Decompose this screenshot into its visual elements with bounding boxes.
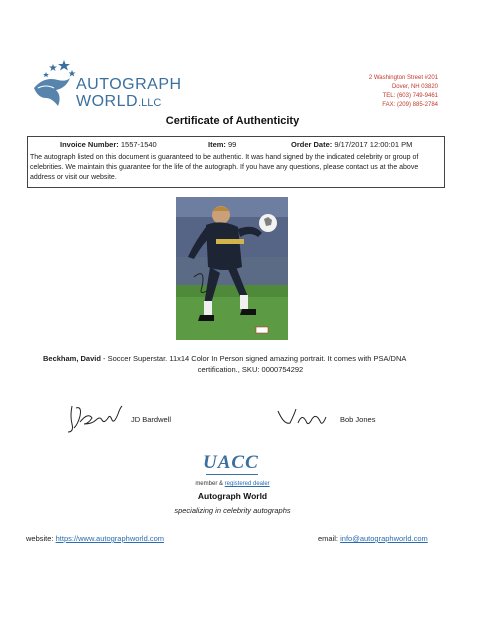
star-bird-logo-icon — [26, 58, 76, 114]
item-label: Item: — [208, 140, 226, 149]
logo-line-autograph: AUTOGRAPH — [76, 76, 182, 93]
item-value: 99 — [228, 140, 237, 149]
logo-llc-text: .LLC — [138, 97, 162, 109]
company-address — [369, 74, 438, 110]
company-tagline: specializing in celebrity autographs — [174, 506, 291, 515]
item-description — [43, 353, 438, 375]
email-label: email: — [318, 534, 339, 543]
company-name: Autograph World — [197, 491, 268, 501]
bob-jones-signature-icon — [276, 405, 328, 433]
company-logo — [26, 58, 196, 114]
address-fax: FAX: (209) 885-2784 — [382, 102, 438, 108]
website-label: website: — [26, 534, 54, 543]
celebrity-name: Beckham, David — [43, 354, 101, 363]
address-city: Dover, NH 03820 — [391, 84, 438, 90]
footer-email — [318, 534, 428, 543]
order-date — [291, 140, 412, 149]
address-tel: TEL: (603) 749-9461 — [382, 93, 438, 99]
email-link[interactable]: info@autographworld.com — [340, 534, 428, 543]
uacc-underline — [206, 474, 258, 475]
invoice-number — [60, 140, 157, 149]
logo-world-text: WORLD — [76, 93, 139, 110]
order-date-label: Order Date: — [291, 140, 333, 149]
registered-dealer-link[interactable]: registered dealer — [224, 481, 270, 487]
address-street: 2 Washington Street #201 — [368, 75, 438, 81]
signature-name-jd-bardwell: JD Bardwell — [131, 415, 172, 424]
invoice-box — [27, 136, 445, 188]
certificate-title: Certificate of Authenticity — [165, 115, 300, 127]
invoice-number-value: 1557-1540 — [120, 140, 157, 149]
website-link[interactable]: https://www.autographworld.com — [55, 534, 164, 543]
description-text-2: certification., SKU: 0000754292 — [197, 365, 304, 374]
order-date-value: 9/17/2017 12:00:01 PM — [334, 140, 413, 149]
logo-line-world — [76, 93, 161, 111]
invoice-number-label: Invoice Number: — [60, 140, 119, 149]
member-line — [0, 481, 465, 487]
item-number — [208, 140, 236, 149]
guarantee-text: The autograph listed on this document is guaranteed to be authentic. It was hand signed by the indicated celebrity or group of celebrities. We maintain this guarantee for the life of the autograph. If you have any questions, please contact us at the above address or visit our website. — [30, 154, 419, 181]
jd-bardwell-signature-icon — [66, 402, 126, 436]
uacc-logo: UACC — [203, 452, 259, 473]
description-text: - Soccer Superstar. 11x14 Color In Person signed amazing portrait. It comes with PSA/DNA — [103, 354, 407, 363]
autographed-photo — [176, 197, 288, 340]
soccer-player-photo-image — [176, 197, 288, 340]
signature-name-bob-jones: Bob Jones — [340, 415, 376, 424]
member-prefix: member & — [195, 481, 225, 487]
footer-website — [26, 534, 164, 543]
